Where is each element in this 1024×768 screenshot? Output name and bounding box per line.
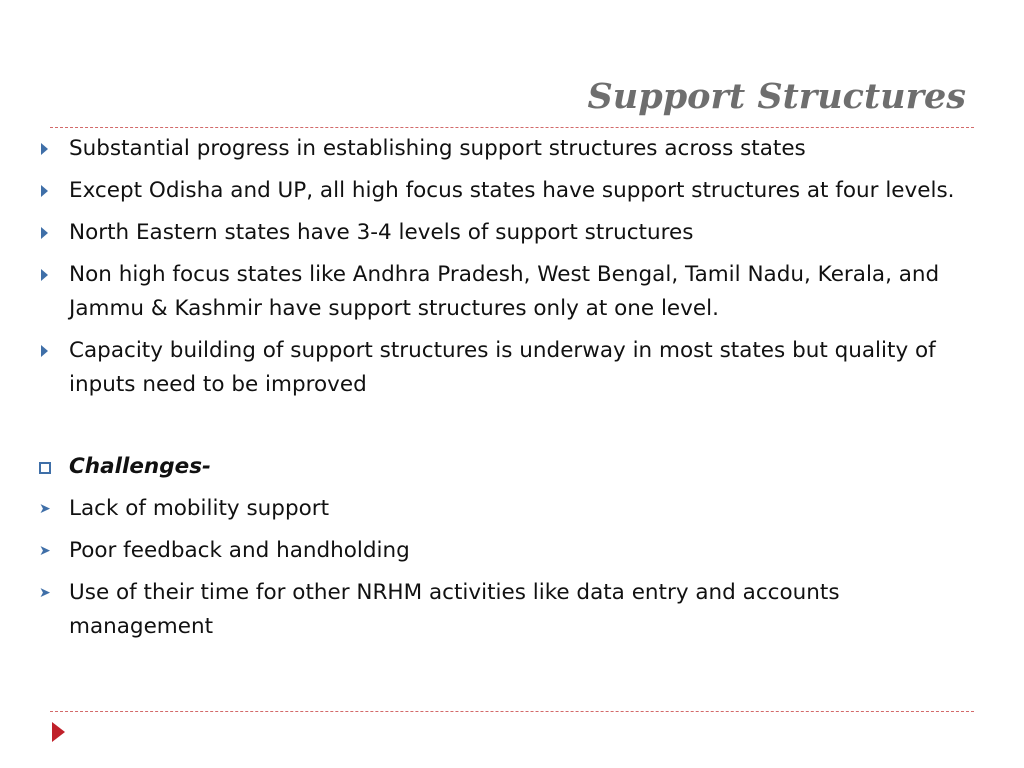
- hollow-square-icon: [39, 462, 51, 474]
- challenge-text: Lack of mobility support: [69, 496, 330, 521]
- challenges-heading-text: Challenges-: [69, 454, 211, 479]
- heading-marker: [38, 450, 52, 484]
- bullet-text: Non high focus states like Andhra Pradesh, West Bengal, Tamil Nadu, Kerala, and Jammu & Kashmir have support structures only at one level.: [69, 262, 940, 321]
- challenges-heading: [38, 450, 978, 484]
- section-spacer: [38, 410, 978, 450]
- bullet-text: North Eastern states have 3-4 levels of support structures: [69, 220, 694, 245]
- bullet-marker: [38, 132, 52, 166]
- sub-bullet-marker: [38, 576, 52, 610]
- challenge-text: Use of their time for other NRHM activities like data entry and accounts management: [69, 580, 840, 639]
- bullet-text: Substantial progress in establishing support structures across states: [69, 136, 806, 161]
- arrowhead-icon: ➤: [39, 543, 51, 559]
- slide-title: Support Structures: [587, 76, 966, 117]
- bullet-item: [38, 216, 978, 250]
- top-divider: [50, 127, 974, 128]
- bullet-text: Capacity building of support structures is underway in most states but quality of inputs need to be improved: [69, 338, 936, 397]
- triangle-right-icon: [41, 269, 48, 281]
- bullet-item: [38, 174, 978, 208]
- arrowhead-icon: ➤: [39, 585, 51, 601]
- triangle-right-icon: [41, 345, 48, 357]
- triangle-right-icon: [52, 722, 65, 742]
- challenge-item: [38, 576, 978, 644]
- bullet-marker: [38, 216, 52, 250]
- bottom-divider: [50, 711, 974, 712]
- triangle-right-icon: [41, 227, 48, 239]
- slide-content: [38, 132, 978, 652]
- sub-bullet-marker: [38, 534, 52, 568]
- bullet-marker: [38, 258, 52, 292]
- challenge-item: [38, 534, 978, 568]
- sub-bullet-marker: [38, 492, 52, 526]
- triangle-right-icon: [41, 185, 48, 197]
- bullet-item: [38, 132, 978, 166]
- bullet-text: Except Odisha and UP, all high focus states have support structures at four levels.: [69, 178, 955, 203]
- bullet-item: [38, 334, 978, 402]
- bullet-item: [38, 258, 978, 326]
- triangle-right-icon: [41, 143, 48, 155]
- challenge-text: Poor feedback and handholding: [69, 538, 410, 563]
- challenge-item: [38, 492, 978, 526]
- bullet-marker: [38, 334, 52, 368]
- arrowhead-icon: ➤: [39, 501, 51, 517]
- bullet-marker: [38, 174, 52, 208]
